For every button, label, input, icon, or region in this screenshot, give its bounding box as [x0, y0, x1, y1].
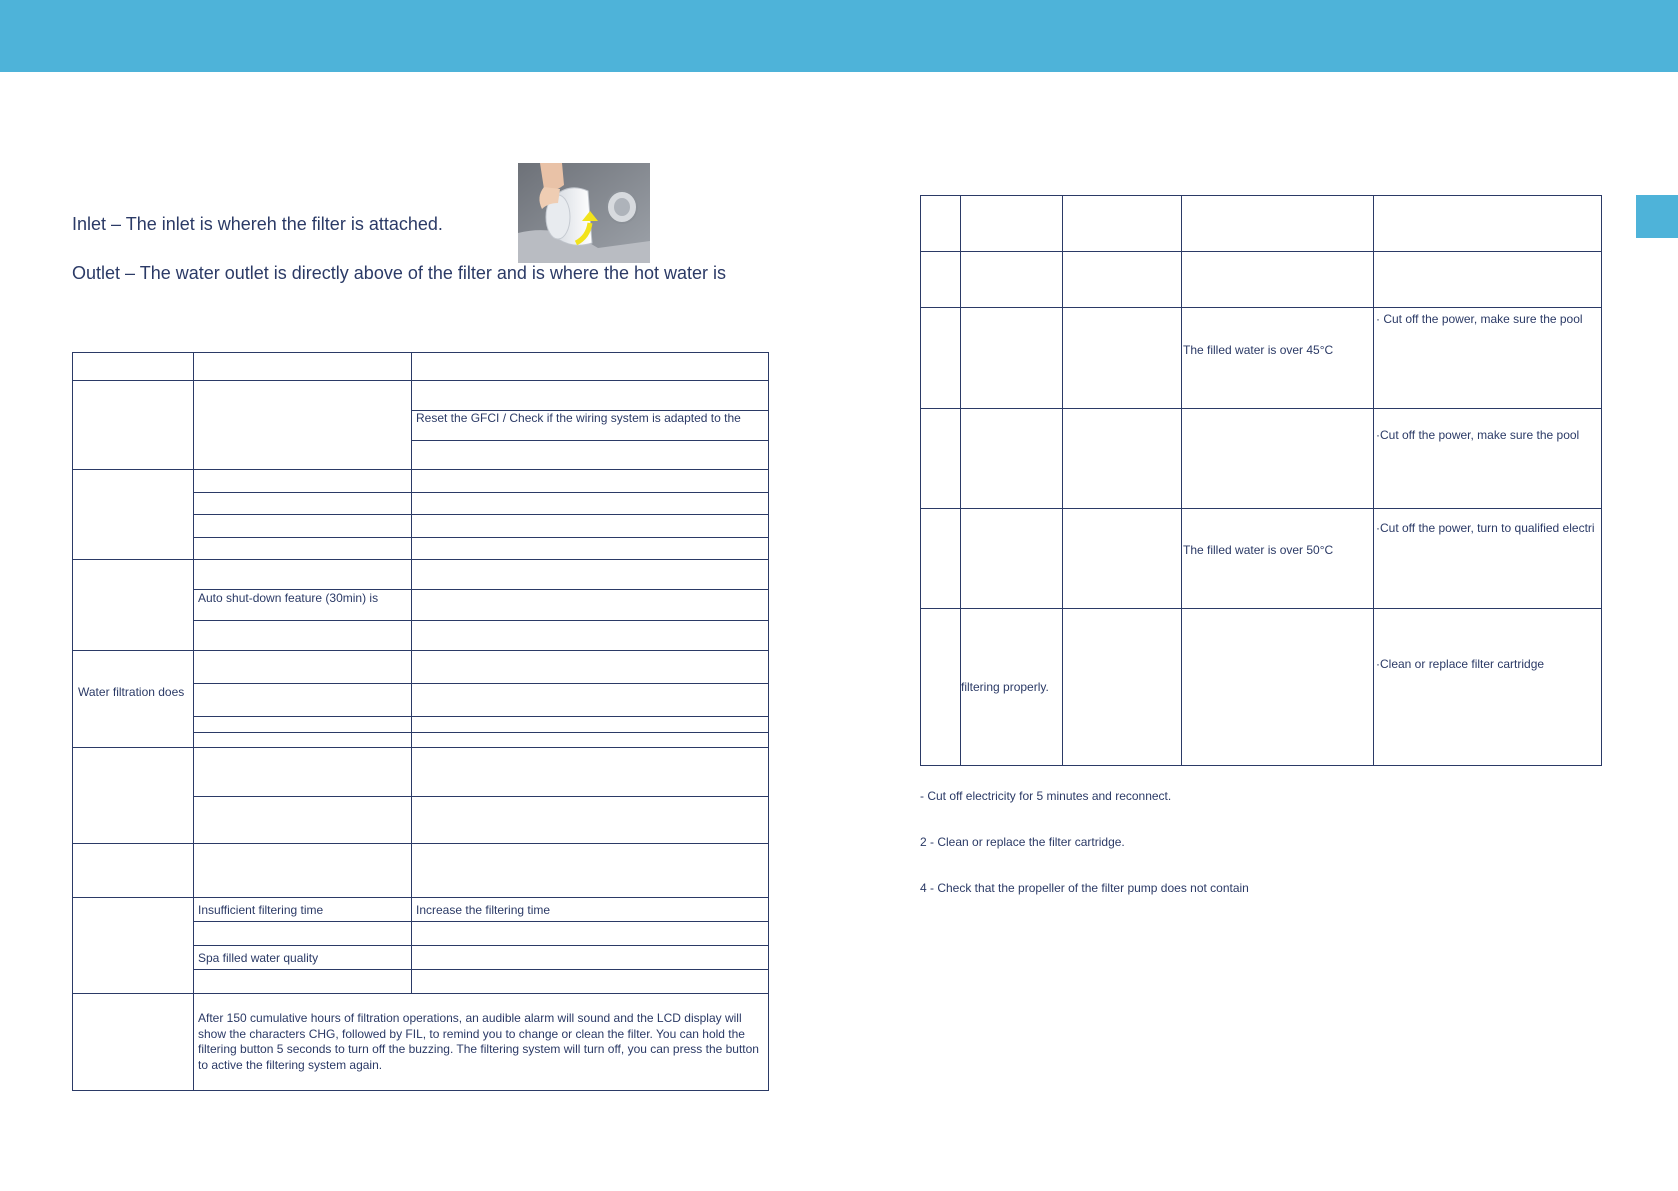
table-rule — [72, 747, 769, 748]
table-rule — [193, 796, 769, 797]
table-rule — [72, 469, 769, 470]
table-rule — [920, 251, 1602, 252]
table-rule — [411, 352, 412, 994]
header-bar — [0, 0, 1678, 72]
side-tab-marker — [1636, 195, 1678, 238]
table-rule — [72, 380, 769, 381]
table-rule — [193, 716, 769, 717]
table-cell-water-filtration: Water filtration does — [78, 685, 185, 699]
table-rule — [193, 514, 769, 515]
table-rule — [72, 559, 769, 560]
table-rule — [920, 307, 1602, 308]
table-cell-cut-power-3: ·Cut off the power, turn to qualified electri — [1376, 521, 1595, 535]
note-2: 2 - Clean or replace the filter cartridge. — [920, 835, 1125, 849]
table-rule — [1373, 195, 1374, 766]
table-rule — [72, 1090, 769, 1091]
table-rule — [960, 195, 961, 766]
table-rule — [411, 410, 769, 411]
inlet-description: Inlet – The inlet is whereh the filter is attached. — [72, 214, 443, 234]
table-rule — [920, 765, 1602, 766]
table-rule — [72, 352, 73, 1091]
table-cell-increase-filtering: Increase the filtering time — [416, 903, 551, 917]
table-rule — [193, 492, 769, 493]
table-rule — [72, 843, 769, 844]
table-rule — [72, 897, 769, 898]
hand-installing-filter-photo — [518, 163, 650, 263]
table-cell-insufficient-filtering: Insufficient filtering time — [198, 903, 324, 917]
table-cell-water-over-50: The filled water is over 50°C — [1183, 543, 1334, 557]
table-rule — [193, 683, 769, 684]
table-rule — [193, 945, 769, 946]
table-rule — [1181, 195, 1182, 766]
table-rule — [920, 195, 921, 766]
table-rule — [193, 732, 769, 733]
note-4: 4 - Check that the propeller of the filter pump does not contain — [920, 881, 1249, 895]
table-rule — [920, 608, 1602, 609]
table-rule — [72, 993, 769, 994]
table-rule — [72, 650, 769, 651]
table-cell-cut-power-1: · Cut off the power, make sure the pool — [1376, 312, 1583, 326]
table-rule — [193, 921, 769, 922]
table-rule — [193, 352, 194, 1091]
table-rule — [920, 195, 1602, 196]
table-rule — [193, 620, 769, 621]
table-rule — [193, 589, 769, 590]
table-cell-filter-alarm: After 150 cumulative hours of filtration operations, an audible alarm will sound and the LCD display will show the characters CHG, followed by FIL, to remind you to change or clean the filter. You can hold the filtering button 5 seconds to turn off the buzzing. The filtering system will turn off, you can press the button to active the filtering system again. — [198, 1011, 759, 1072]
table-rule — [768, 352, 769, 1091]
table-cell-filtering-properly: filtering properly. — [961, 680, 1049, 694]
table-cell-water-over-45: The filled water is over 45°C — [1183, 343, 1334, 357]
table-rule — [920, 508, 1602, 509]
table-rule — [1062, 195, 1063, 766]
table-cell-clean-replace: ·Clean or replace filter cartridge — [1376, 657, 1545, 671]
table-rule — [193, 969, 769, 970]
table-rule — [72, 352, 769, 353]
table-cell-cut-power-2: ·Cut off the power, make sure the pool — [1376, 428, 1580, 442]
table-cell-auto-shutdown: Auto shut-down feature (30min) is — [198, 591, 379, 605]
table-rule — [411, 440, 769, 441]
table-rule — [193, 537, 769, 538]
table-rule — [1601, 195, 1602, 766]
note-1: - Cut off electricity for 5 minutes and reconnect. — [920, 789, 1172, 803]
table-rule — [920, 408, 1602, 409]
table-cell-reset-gfci: Reset the GFCI / Check if the wiring system is adapted to the — [416, 411, 741, 425]
table-cell-spa-water-quality: Spa filled water quality — [198, 951, 319, 965]
outlet-description: Outlet – The water outlet is directly above of the filter and is where the hot water is — [72, 263, 727, 283]
